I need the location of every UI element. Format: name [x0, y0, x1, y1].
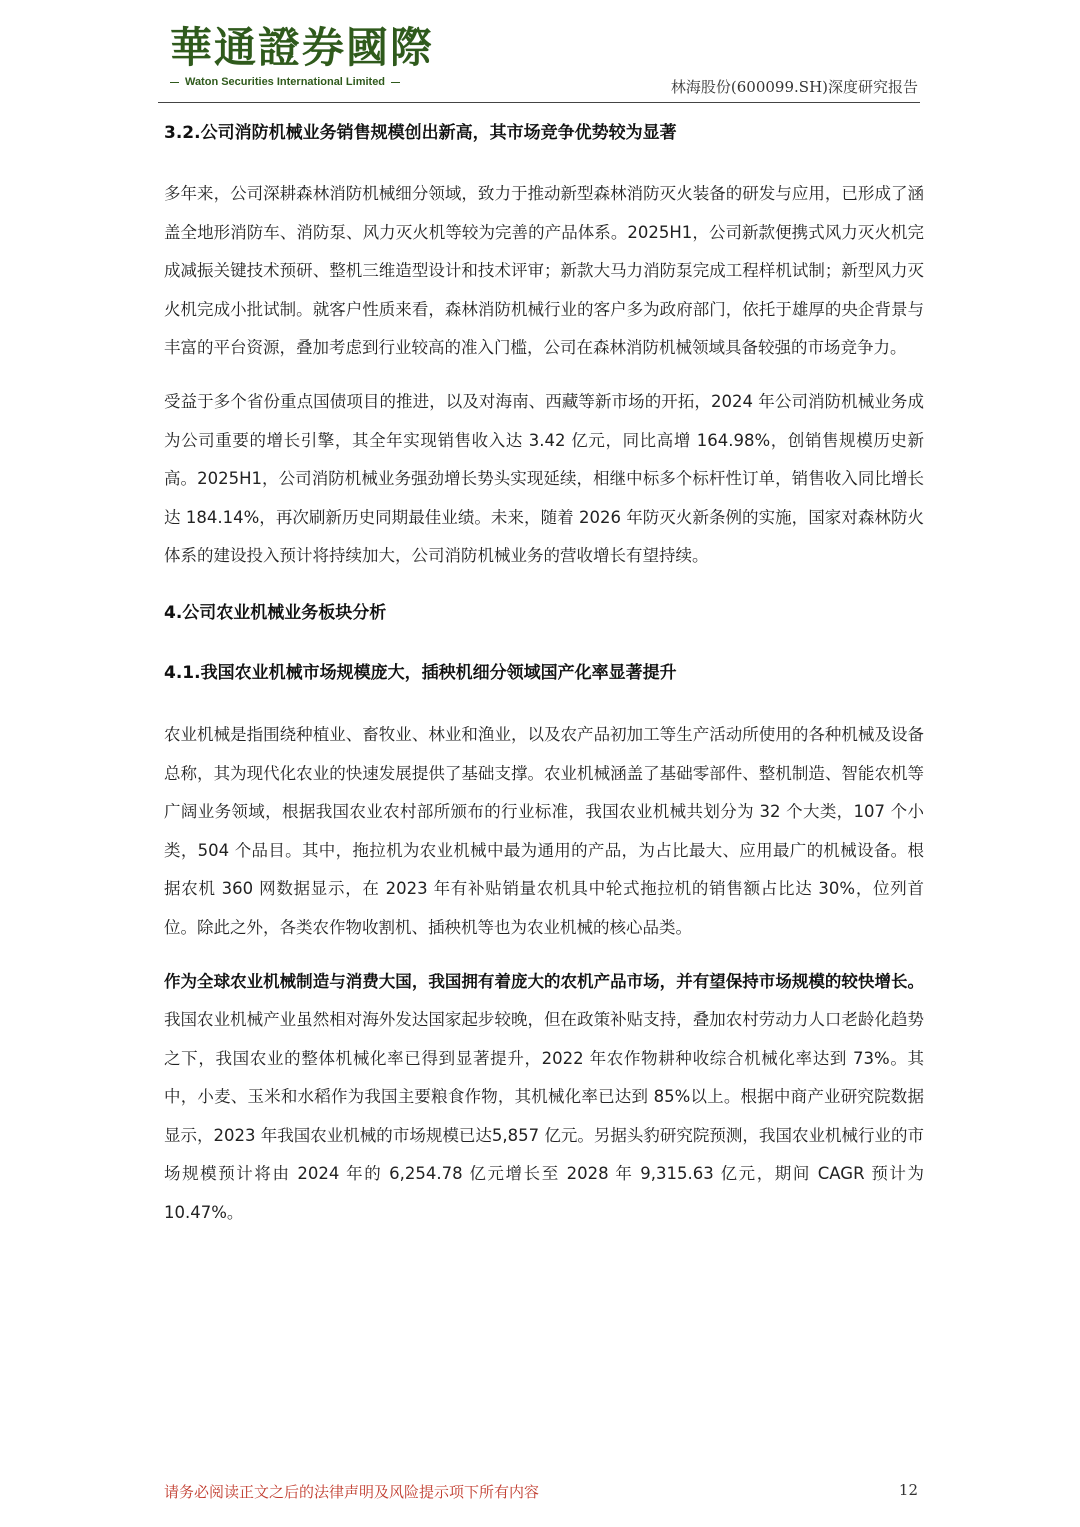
- logo-dash-left: [170, 82, 179, 83]
- report-title: 林海股份(600099.SH)深度研究报告: [670, 78, 918, 96]
- section-4-1-paragraph-2-body: 我国农业机械产业虽然相对海外发达国家起步较晚，但在政策补贴支持，叠加农村劳动力人口老龄化趋势之下，我国农业的整体机械化率已得到显著提升，2022 年农作物耕种收综合机械化率达到 73%。其中，小麦、玉米和水稻作为我国主要粮食作物，其机械化率已达到 85%以上。根据中商产业研究院数据显示，2023 年我国农业机械的市场规模已达5,857 亿元。另据头豹研究院预测，我国农业机械行业的市场规模预计将由 2024 年的 6,254.78 亿元增长至 2028 年 9,315.63 亿元，期间 CAGR 预计为 10.47%。: [164, 1010, 924, 1223]
- section-3-2-paragraph-2: 受益于多个省份重点国债项目的推进，以及对海南、西藏等新市场的开拓，2024 年公司消防机械业务成为公司重要的增长引擎，其全年实现销售收入达 3.42 亿元，同比高增 164.98%，创销售规模历史新高。2025H1，公司消防机械业务强劲增长势头实现延续，相继中标多个标杆性订单，销售收入同比增长达 184.14%，再次刷新历史同期最佳业绩。未来，随着 2026 年防灭火新条例的实施，国家对森林防火体系的建设投入预计将持续加大，公司消防机械业务的营收增长有望持续。: [164, 391, 924, 566]
- company-logo-chinese: 華通證券國際: [170, 23, 435, 72]
- page-header: [0, 0, 1080, 110]
- section-4-heading: 4.公司农业机械业务板块分析: [164, 602, 387, 623]
- section-4-1-paragraph-2: [164, 963, 924, 1233]
- legal-disclaimer: 请务必阅读正文之后的法律声明及风险提示项下所有内容: [164, 1483, 540, 1501]
- header-divider: [158, 102, 920, 103]
- section-3-2-paragraph-1: 多年来，公司深耕森林消防机械细分领域，致力于推动新型森林消防灭火装备的研发与应用，已形成了涵盖全地形消防车、消防泵、风力灭火机等较为完善的产品体系。2025H1，公司新款便携式风力灭火机完成减振关键技术预研、整机三维造型设计和技术评审；新款大马力消防泵完成工程样机试制；新型风力灭火机完成小批试制。就客户性质来看，森林消防机械行业的客户多为政府部门，依托于雄厚的央企背景与丰富的平台资源，叠加考虑到行业较高的准入门槛，公司在森林消防机械领域具备较强的市场竞争力。: [164, 184, 924, 358]
- section-3-2-heading: 3.2.公司消防机械业务销售规模创出新高，其市场竞争优势较为显著: [164, 123, 677, 143]
- document-body: [164, 118, 924, 1233]
- section-4-1-paragraph-2-lead: 作为全球农业机械制造与消费大国，我国拥有着庞大的农机产品市场，并有望保持市场规模的较快增长。: [164, 971, 924, 991]
- section-4-1-paragraph-1: 农业机械是指围绕种植业、畜牧业、林业和渔业，以及农产品初加工等生产活动所使用的各种机械及设备总称，其为现代化农业的快速发展提供了基础支撑。农业机械涵盖了基础零部件、整机制造、智能农机等广阔业务领域，根据我国农业农村部所颁布的行业标准，我国农业机械共划分为 32 个大类，107 个小类，504 个品目。其中，拖拉机为农业机械中最为通用的产品，为占比最大、应用最广的机械设备。根据农机 360 网数据显示，在 2023 年有补贴销量农机具中轮式拖拉机的销售额占比达 30%，位列首位。除此之外，各类农作物收割机、插秧机等也为农业机械的核心品类。: [164, 724, 924, 937]
- company-logo-english-text: Waton Securities International Limited: [184, 76, 386, 88]
- page-number: 12: [898, 1481, 918, 1499]
- company-logo-english: [170, 76, 400, 88]
- logo-dash-right: [391, 82, 400, 83]
- section-4-1-heading: 4.1.我国农业机械市场规模庞大，插秧机细分领域国产化率显著提升: [164, 662, 677, 683]
